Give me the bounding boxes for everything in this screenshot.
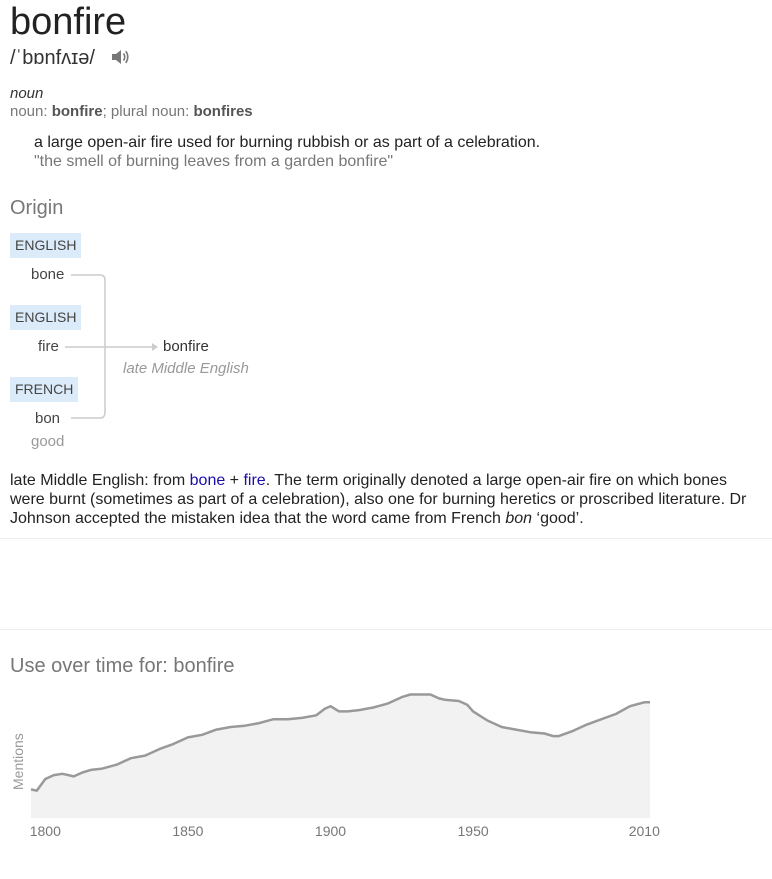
source-word: bon	[35, 410, 61, 427]
part-of-speech: noun	[10, 85, 44, 102]
pronunciation: /ˈbɒnfʌɪə/	[10, 47, 95, 69]
source-word: fire	[38, 338, 59, 355]
source-gloss: good	[31, 433, 65, 450]
noun-form: bonfire	[51, 103, 103, 120]
usage-heading: Use over time for: bonfire	[10, 655, 235, 677]
example-sentence: "the smell of burning leaves from a garden bonfire"	[34, 153, 394, 170]
source-language-badge: ENGLISH	[10, 305, 81, 330]
link-bone[interactable]: bone	[189, 472, 226, 489]
x-tick-label: 2010	[628, 823, 660, 839]
source-language-badge: FRENCH	[10, 377, 78, 402]
x-tick-label: 1900	[314, 823, 347, 839]
y-axis-label: Mentions	[10, 733, 26, 790]
word-forms: noun: bonfire; plural noun: bonfires	[10, 103, 253, 120]
x-tick-label: 1850	[172, 823, 204, 839]
result-word: bonfire	[163, 338, 209, 355]
source-word: bone	[31, 266, 65, 283]
usage-area	[31, 695, 650, 819]
source-language-badge: ENGLISH	[10, 233, 81, 258]
origin-text: late Middle English: from bone + fire. The term originally denoted a large open-air fire on which bones were burnt (sometimes as part of a celebration), also one for burning heretics or proscribed literature. Dr Johnson accepted the mistaken idea that the word came from French bon ‘good’.	[10, 472, 747, 527]
plural-form: bonfires	[193, 103, 253, 120]
origin-heading: Origin	[10, 197, 64, 219]
definition: a large open-air fire used for burning rubbish or as part of a celebration.	[34, 134, 541, 151]
headword: bonfire	[10, 1, 127, 43]
x-tick-label: 1950	[457, 823, 489, 839]
link-fire[interactable]: fire	[243, 472, 266, 489]
x-tick-label: 1800	[29, 823, 61, 839]
result-period: late Middle English	[123, 360, 249, 377]
